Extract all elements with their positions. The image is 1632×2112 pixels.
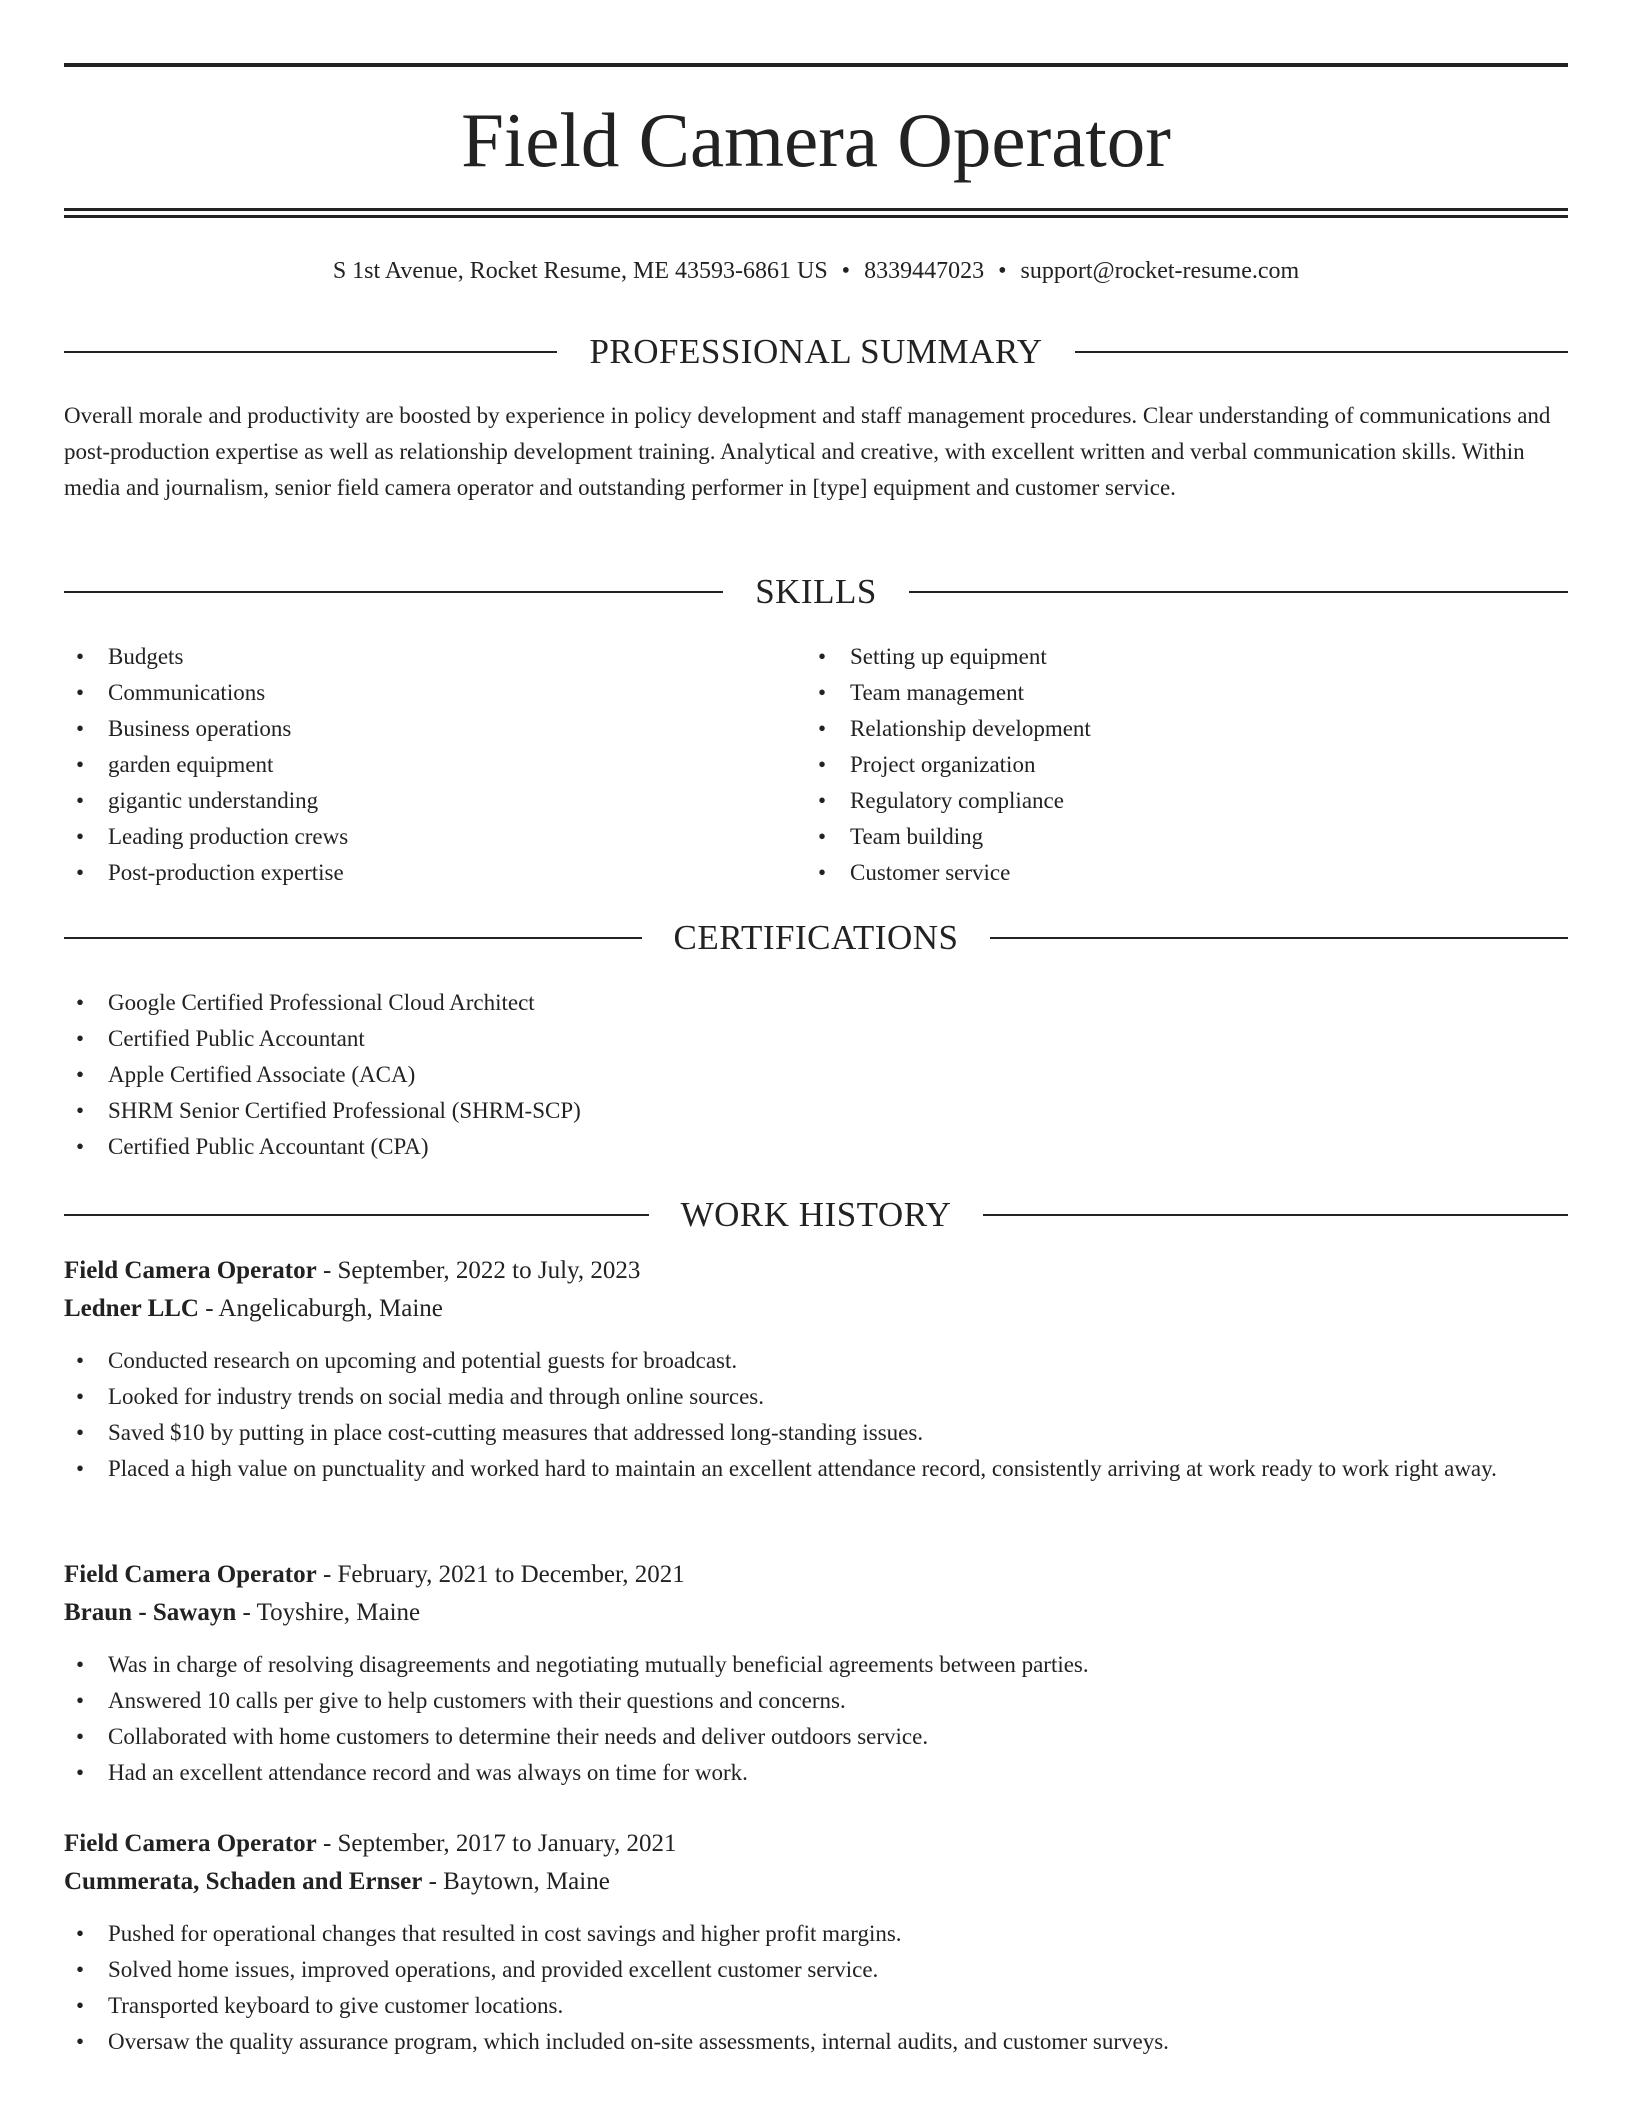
job-title: Field Camera Operator xyxy=(64,1830,317,1857)
skill-item: • Regulatory compliance xyxy=(806,783,1566,819)
job-title: Field Camera Operator xyxy=(64,1561,317,1588)
certification-item: • SHRM Senior Certified Professional (SHRM-SCP) xyxy=(64,1093,1064,1129)
skill-item: • Communications xyxy=(64,675,764,711)
certifications-heading-label: CERTIFICATIONS xyxy=(673,918,959,957)
work-history-heading-label: WORK HISTORY xyxy=(680,1195,952,1234)
contact-separator: • xyxy=(998,258,1007,284)
job-bullet: • Oversaw the quality assurance program, which included on-site assessments, internal audits, and customer surveys. xyxy=(64,2024,1568,2060)
heading-rule xyxy=(64,1214,649,1216)
work-history-heading xyxy=(64,1193,1568,1237)
skills-list-right xyxy=(806,639,1566,891)
certification-item: • Apple Certified Associate (ACA) xyxy=(64,1057,1064,1093)
skills-list-left xyxy=(64,639,764,891)
job-company: Ledner LLC xyxy=(64,1295,199,1322)
job-bullet: • Collaborated with home customers to determine their needs and deliver outdoors service. xyxy=(64,1719,1568,1755)
heading-rule xyxy=(983,1214,1568,1216)
contact-line xyxy=(64,254,1568,288)
skill-item: • garden equipment xyxy=(64,747,764,783)
job-title-line xyxy=(64,1825,1568,1863)
heading-rule xyxy=(64,351,557,353)
title-rule-lower xyxy=(64,215,1568,218)
job-company: Braun - Sawayn xyxy=(64,1599,237,1626)
heading-rule xyxy=(1075,351,1568,353)
job-bullet: • Transported keyboard to give customer locations. xyxy=(64,1988,1568,2024)
job-location: - Angelicaburgh, Maine xyxy=(198,1295,443,1322)
job-bullets xyxy=(64,1916,1568,2060)
job-title: Field Camera Operator xyxy=(64,1257,317,1284)
certification-item: • Certified Public Accountant (CPA) xyxy=(64,1129,1064,1165)
job-bullet: • Placed a high value on punctuality and worked hard to maintain an excellent attendance record, consistently arriving at work ready to work right away. xyxy=(64,1451,1568,1487)
skill-item: • Team management xyxy=(806,675,1566,711)
certifications-list xyxy=(64,985,1064,1165)
job-location: - Baytown, Maine xyxy=(422,1868,610,1895)
job-dates: - September, 2022 to July, 2023 xyxy=(316,1257,641,1284)
job-bullet: • Conducted research on upcoming and potential guests for broadcast. xyxy=(64,1343,1568,1379)
skill-item: • Budgets xyxy=(64,639,764,675)
skill-item: • Customer service xyxy=(806,855,1566,891)
job-dates: - September, 2017 to January, 2021 xyxy=(316,1830,677,1857)
skill-item: • Project organization xyxy=(806,747,1566,783)
skill-item: • Setting up equipment xyxy=(806,639,1566,675)
skill-item: • Post-production expertise xyxy=(64,855,764,891)
contact-separator: • xyxy=(841,258,851,284)
job-bullets xyxy=(64,1647,1568,1791)
job-bullets xyxy=(64,1343,1568,1487)
skill-item: • gigantic understanding xyxy=(64,783,764,819)
job-company: Cummerata, Schaden and Ernser xyxy=(64,1868,423,1895)
job-entry xyxy=(64,1556,1568,1791)
job-bullet: • Pushed for operational changes that resulted in cost savings and higher profit margins. xyxy=(64,1916,1568,1952)
summary-text: Overall morale and productivity are boosted by experience in policy development and staff management procedures. Clear understanding of communications and post-production expertise as well as relationship development training. Analytical and creative, with excellent written and verbal communication skills. Within media and journalism, senior field camera operator and outstanding performer in [type] equipment and customer service. xyxy=(64,403,1551,500)
contact-email: support@rocket-resume.com xyxy=(1020,258,1300,284)
job-bullet: • Solved home issues, improved operations, and provided excellent customer service. xyxy=(64,1952,1568,1988)
summary-heading-label: PROFESSIONAL SUMMARY xyxy=(589,332,1043,371)
contact-phone: 8339447023 xyxy=(864,258,985,284)
certifications-heading xyxy=(64,916,1568,960)
resume-title: Field Camera Operator xyxy=(461,97,1171,183)
certification-item: • Certified Public Accountant xyxy=(64,1021,1064,1057)
job-bullet: • Had an excellent attendance record and was always on time for work. xyxy=(64,1755,1568,1791)
skill-item: • Business operations xyxy=(64,711,764,747)
certification-item: • Google Certified Professional Cloud Architect xyxy=(64,985,1064,1021)
job-title-line xyxy=(64,1252,1568,1290)
skills-heading-label: SKILLS xyxy=(755,572,877,611)
job-entry xyxy=(64,1825,1568,2060)
heading-rule xyxy=(64,937,642,939)
summary-heading xyxy=(64,330,1568,374)
skill-item: • Leading production crews xyxy=(64,819,764,855)
skill-item: • Relationship development xyxy=(806,711,1566,747)
skill-item: • Team building xyxy=(806,819,1566,855)
heading-rule xyxy=(990,937,1568,939)
job-bullet: • Looked for industry trends on social media and through online sources. xyxy=(64,1379,1568,1415)
job-location: - Toyshire, Maine xyxy=(236,1599,421,1626)
heading-rule xyxy=(909,591,1568,593)
skills-heading xyxy=(64,570,1568,614)
job-bullet: • Answered 10 calls per give to help customers with their questions and concerns. xyxy=(64,1683,1568,1719)
job-title-line xyxy=(64,1556,1568,1594)
job-company-line xyxy=(64,1863,1568,1901)
job-company-line xyxy=(64,1594,1568,1632)
top-rule xyxy=(64,63,1568,67)
contact-address: S 1st Avenue, Rocket Resume, ME 43593-6861 US xyxy=(332,258,828,284)
job-bullet: • Saved $10 by putting in place cost-cutting measures that addressed long-standing issues. xyxy=(64,1415,1568,1451)
job-bullet: • Was in charge of resolving disagreements and negotiating mutually beneficial agreements between parties. xyxy=(64,1647,1568,1683)
job-company-line xyxy=(64,1290,1568,1328)
title-rule-upper xyxy=(64,208,1568,211)
job-entry xyxy=(64,1252,1568,1487)
job-dates: - February, 2021 to December, 2021 xyxy=(316,1561,685,1588)
heading-rule xyxy=(64,591,723,593)
